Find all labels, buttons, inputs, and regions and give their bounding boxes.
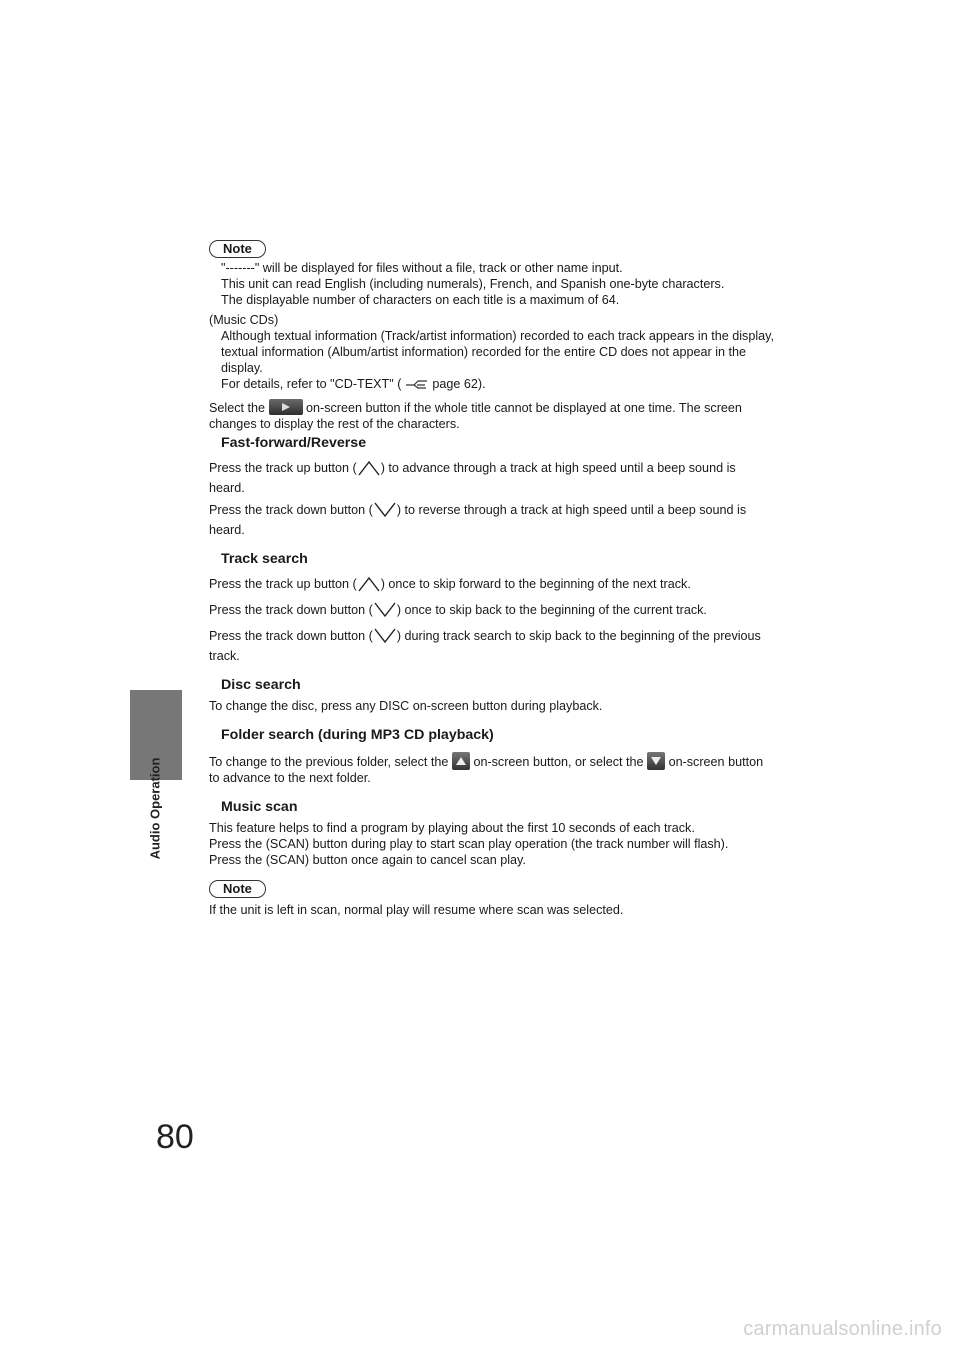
page-number: 80 bbox=[156, 1118, 194, 1156]
page-content bbox=[209, 240, 774, 918]
fast-forward-paragraph: Press the track up button ( ) to advance through a track at high speed until a beep sound is heard. bbox=[209, 461, 736, 495]
note-badge: Note bbox=[209, 240, 266, 258]
chevron-down-icon bbox=[373, 602, 397, 622]
folder-down-button-icon bbox=[647, 752, 665, 770]
track-search-paragraph: Press the track down button ( ) during track search to skip back to the beginning of the previous track. bbox=[209, 629, 761, 663]
note-line: "-------" will be displayed for files without a file, track or other name input. bbox=[221, 261, 623, 275]
scroll-title-paragraph: Select the on-screen button if the whole title cannot be displayed at one time. The screen changes to display the rest of the characters. bbox=[209, 401, 742, 431]
chevron-up-icon bbox=[357, 576, 381, 596]
note-text: If the unit is left in scan, normal play will resume where scan was selected. bbox=[209, 903, 624, 917]
section-label: Audio Operation bbox=[147, 757, 163, 859]
music-cds-text: Although textual information (Track/artist information) recorded to each track appears in the display, textual information (Album/artist information) recorded for the entire CD does not appear in the display. bbox=[221, 329, 774, 375]
pointing-hand-icon bbox=[405, 379, 429, 395]
fast-forward-heading: Fast-forward/Reverse bbox=[221, 435, 367, 451]
folder-search-heading: Folder search (during MP3 CD playback) bbox=[221, 727, 494, 743]
chevron-down-icon bbox=[373, 628, 397, 648]
track-search-paragraph: Press the track down button ( ) once to skip back to the beginning of the current track. bbox=[209, 602, 774, 622]
watermark: carmanualsonline.info bbox=[743, 1318, 942, 1340]
disc-search-heading: Disc search bbox=[221, 677, 301, 693]
music-cds-body bbox=[209, 328, 774, 395]
music-scan-line: Press the (SCAN) button once again to cancel scan play. bbox=[209, 853, 526, 867]
disc-search-paragraph: To change the disc, press any DISC on-screen button during playback. bbox=[209, 699, 603, 713]
note-line: This unit can read English (including numerals), French, and Spanish one-byte characters. bbox=[221, 277, 725, 291]
note-badge: Note bbox=[209, 880, 266, 898]
note-line: The displayable number of characters on each title is a maximum of 64. bbox=[221, 293, 620, 307]
track-search-heading: Track search bbox=[221, 551, 308, 567]
reverse-paragraph: Press the track down button ( ) to reverse through a track at high speed until a beep sound is heard. bbox=[209, 503, 747, 537]
cd-text-reference: For details, refer to "CD-TEXT" ( page 62). bbox=[221, 376, 774, 395]
chevron-down-icon bbox=[373, 502, 397, 522]
folder-search-paragraph: To change to the previous folder, select the on-screen button, or select the on-screen button to advance to the next folder. bbox=[209, 752, 774, 786]
folder-up-button-icon bbox=[452, 752, 470, 770]
note-body bbox=[209, 260, 774, 308]
track-search-paragraph: Press the track up button ( ) once to skip forward to the beginning of the next track. bbox=[209, 576, 774, 596]
music-scan-heading: Music scan bbox=[221, 799, 298, 815]
music-scan-line: This feature helps to find a program by playing about the first 10 seconds of each track. bbox=[209, 821, 695, 835]
chevron-up-icon bbox=[357, 460, 381, 480]
right-arrow-button-icon bbox=[269, 399, 303, 415]
music-cds-heading: (Music CDs) bbox=[209, 313, 279, 327]
music-scan-line: Press the (SCAN) button during play to start scan play operation (the track number will flash). bbox=[209, 837, 729, 851]
